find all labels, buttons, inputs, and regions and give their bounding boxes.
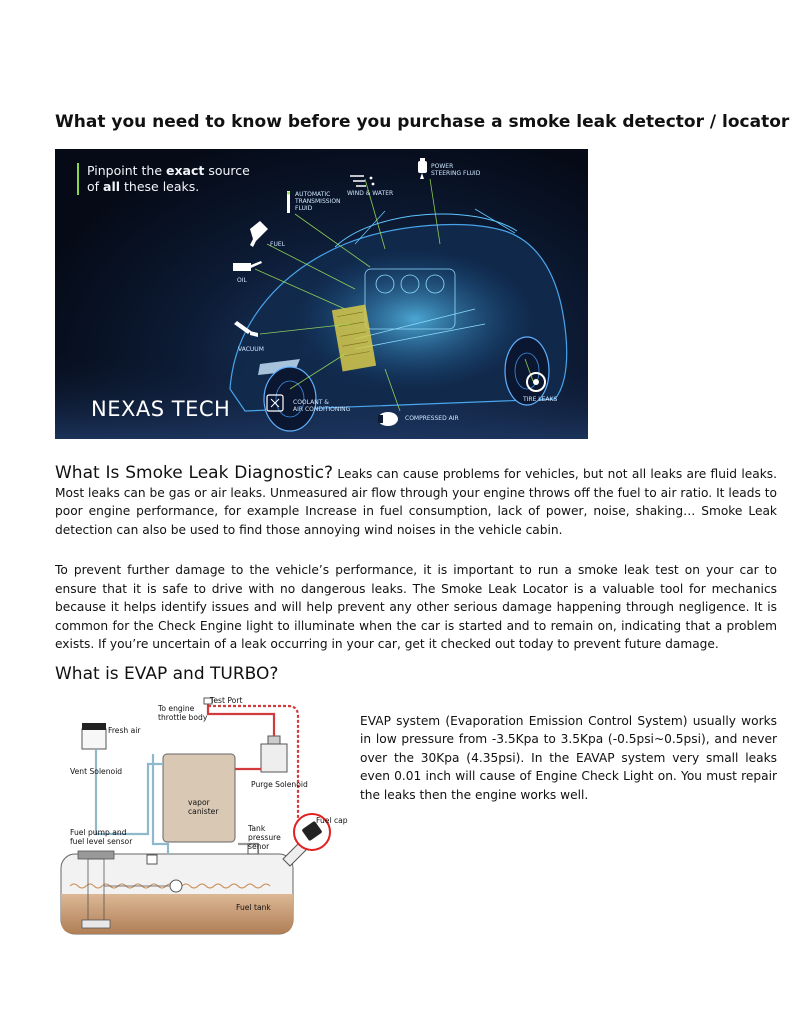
diagnostic-paragraph-1: What Is Smoke Leak Diagnostic? Leaks can cause problems for vehicles, but not all leaks are fluid leaks. Most leaks can be gas or air leaks. Unmeasured air flow through your engine throws off the fuel to air ratio. It leads to poor engine performance, for example Increase in fuel consumption, lack of power, noise, shaking… Smoke Leak detection can also be used to find those annoying wind noises in the vehicle cabin. <box>55 463 777 537</box>
label-purge-solenoid: Purge Solenoid <box>251 780 308 789</box>
wind-water-icon <box>350 176 374 186</box>
brand-logo: NEXAS TECH <box>91 397 231 421</box>
label-test-port: Test Port <box>210 696 243 705</box>
label-fuel-tank: Fuel tank <box>236 903 271 912</box>
evap-heading: What is EVAP and TURBO? <box>55 664 279 684</box>
label-coolant: COOLANT & AIR CONDITIONING <box>293 399 351 413</box>
label-tire-leaks: TIRE LEAKS <box>523 396 558 403</box>
label-vapor-canister: vapor canister <box>188 798 219 816</box>
label-oil: OIL <box>237 277 247 284</box>
hero-tagline: Pinpoint the exact source of all these leaks. <box>77 163 250 195</box>
diagnostic-paragraph-2: To prevent further damage to the vehicle’s performance, it is important to run a smoke leak test on your car to ensure that it is safe to drive with no dangerous leaks. The Smoke Leak Locator is a valuable tool for mechanics because it helps identify issues and will help prevent any other serious damage happening through negligence. It is common for the Check Engine light to illuminate when the car is started and to remain on, indicating that a problem exists. If you’re uncertain of a leak occurring in your car, get it checked out today to prevent future damage. <box>55 563 777 652</box>
transmission-icon <box>287 191 290 213</box>
compressed-air-icon <box>378 412 398 426</box>
label-compressed-air: COMPRESSED AIR <box>405 415 459 422</box>
label-tank-pressure: Tank pressure senor <box>248 824 281 851</box>
evap-system-illustration <box>58 694 358 939</box>
power-steering-icon <box>418 158 427 179</box>
label-power-steering: POWER STEERING FLUID <box>431 163 481 177</box>
label-vacuum: VACUUM <box>238 346 264 353</box>
hero-image <box>55 149 588 439</box>
diagnostic-heading: What Is Smoke Leak Diagnostic? <box>55 463 334 483</box>
fuel-pump-icon <box>250 221 268 247</box>
label-fuel: FUEL <box>270 241 285 248</box>
label-transmission: AUTOMATIC TRANSMISSION FLUID <box>295 191 341 212</box>
evap-diagram <box>58 694 358 943</box>
evap-paragraph: EVAP system (Evaporation Emission Control System) usually works in low pressure from -3.5Kpa to 3.5Kpa (-0.5psi~0.5psi), and never over the 30Kpa (4.35psi). In the EAVAP system very small leaks even 0.01 inch will cause of Engine Check Light on. You must repair the leaks then the engine works well. <box>360 714 777 802</box>
label-fuel-cap: Fuel cap <box>316 816 348 825</box>
oil-can-icon <box>233 261 262 271</box>
page-title: What you need to know before you purchase a smoke leak detector / locator <box>55 112 790 132</box>
label-to-engine: To engine throttle body <box>158 704 208 722</box>
label-vent-solenoid: Vent Solenoid <box>70 767 123 776</box>
label-fresh-air: Fresh air <box>108 726 141 735</box>
label-wind-water: WIND & WATER <box>347 190 394 197</box>
label-fuel-pump: Fuel pump and fuel level sensor <box>70 828 133 846</box>
